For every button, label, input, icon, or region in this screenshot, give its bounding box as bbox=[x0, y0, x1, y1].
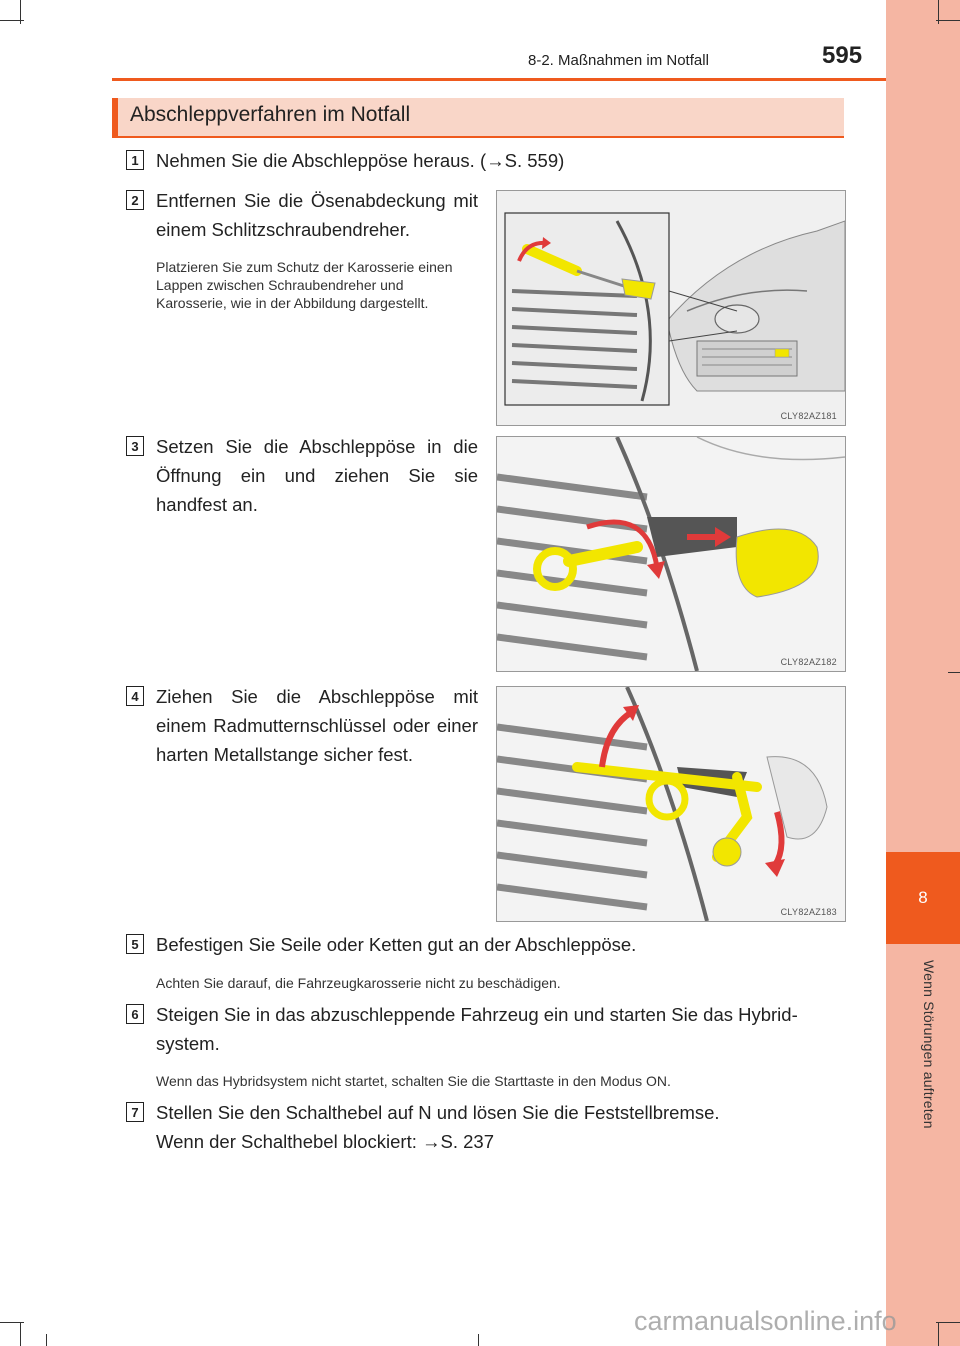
chapter-title: Wenn Störungen auftreten bbox=[921, 960, 937, 1129]
step-text: Steigen Sie in das abzuschleppende Fahrzeug ein und starten Sie das Hybrid-system. bbox=[156, 1004, 798, 1054]
figure-eye-cover-removal bbox=[496, 190, 846, 426]
chapter-number: 8 bbox=[886, 852, 960, 944]
step-note: Achten Sie darauf, die Fahrzeugkarosserie nicht zu beschädigen. bbox=[156, 975, 561, 991]
header-rule bbox=[112, 78, 886, 81]
crop-mark bbox=[478, 1334, 479, 1346]
crop-mark bbox=[948, 672, 960, 673]
step-note: Platzieren Sie zum Schutz der Karosserie einen Lappen zwischen Schraubendreher und Karosserie, wie in der Abbildung dargestellt. bbox=[156, 259, 453, 311]
figure-code: CLY82AZ181 bbox=[780, 411, 837, 421]
crop-mark bbox=[46, 1334, 47, 1346]
step-number: 4 bbox=[126, 686, 144, 706]
section-title-bar bbox=[112, 98, 844, 138]
figure-code: CLY82AZ182 bbox=[780, 657, 837, 667]
step-text: Setzen Sie die Abschleppöse in die Öffnung ein und ziehen Sie sie handfest an. bbox=[156, 436, 478, 515]
figure-drawing bbox=[497, 191, 845, 425]
step-text: Ziehen Sie die Abschleppöse mit einem Radmutternschlüssel oder einer harten Metallstange sicher fest. bbox=[156, 686, 478, 765]
step-text: Nehmen Sie die Abschleppöse heraus. (→S. 559) bbox=[156, 150, 565, 171]
watermark: carmanualsonline.info bbox=[634, 1306, 897, 1336]
crop-mark bbox=[938, 1322, 939, 1346]
section-title: Abschleppverfahren im Notfall bbox=[130, 103, 411, 126]
step-number: 7 bbox=[126, 1102, 144, 1122]
step-number: 1 bbox=[126, 150, 144, 170]
figure-drawing bbox=[497, 687, 845, 921]
figure-code: CLY82AZ183 bbox=[780, 907, 837, 917]
step-text: Entfernen Sie die Ösenabdeckung mit einem Schlitzschraubendreher. bbox=[156, 190, 478, 240]
page-number: 595 bbox=[822, 42, 863, 69]
step-text: Stellen Sie den Schalthebel auf N und lösen Sie die Feststellbremse. bbox=[156, 1102, 720, 1123]
step-number: 5 bbox=[126, 934, 144, 954]
title-accent bbox=[112, 98, 118, 136]
crop-mark bbox=[20, 1322, 21, 1346]
step-number: 2 bbox=[126, 190, 144, 210]
step-number: 6 bbox=[126, 1004, 144, 1024]
crop-mark bbox=[0, 20, 24, 21]
crop-mark bbox=[936, 1322, 960, 1323]
header-section: 8-2. Maßnahmen im Notfall bbox=[528, 52, 709, 69]
crop-mark bbox=[936, 20, 960, 21]
figure-drawing bbox=[497, 437, 845, 671]
figure-insert-towing-eye bbox=[496, 436, 846, 672]
step-text: Befestigen Sie Seile oder Ketten gut an der Abschleppöse. bbox=[156, 934, 637, 955]
step-text-secondary: Wenn der Schalthebel blockiert: →S. 237 bbox=[156, 1131, 494, 1152]
crop-mark bbox=[0, 1322, 24, 1323]
step-note: Wenn das Hybridsystem nicht startet, schalten Sie die Starttaste in den Modus ON. bbox=[156, 1073, 671, 1089]
figure-tighten-towing-eye bbox=[496, 686, 846, 922]
step-number: 3 bbox=[126, 436, 144, 456]
